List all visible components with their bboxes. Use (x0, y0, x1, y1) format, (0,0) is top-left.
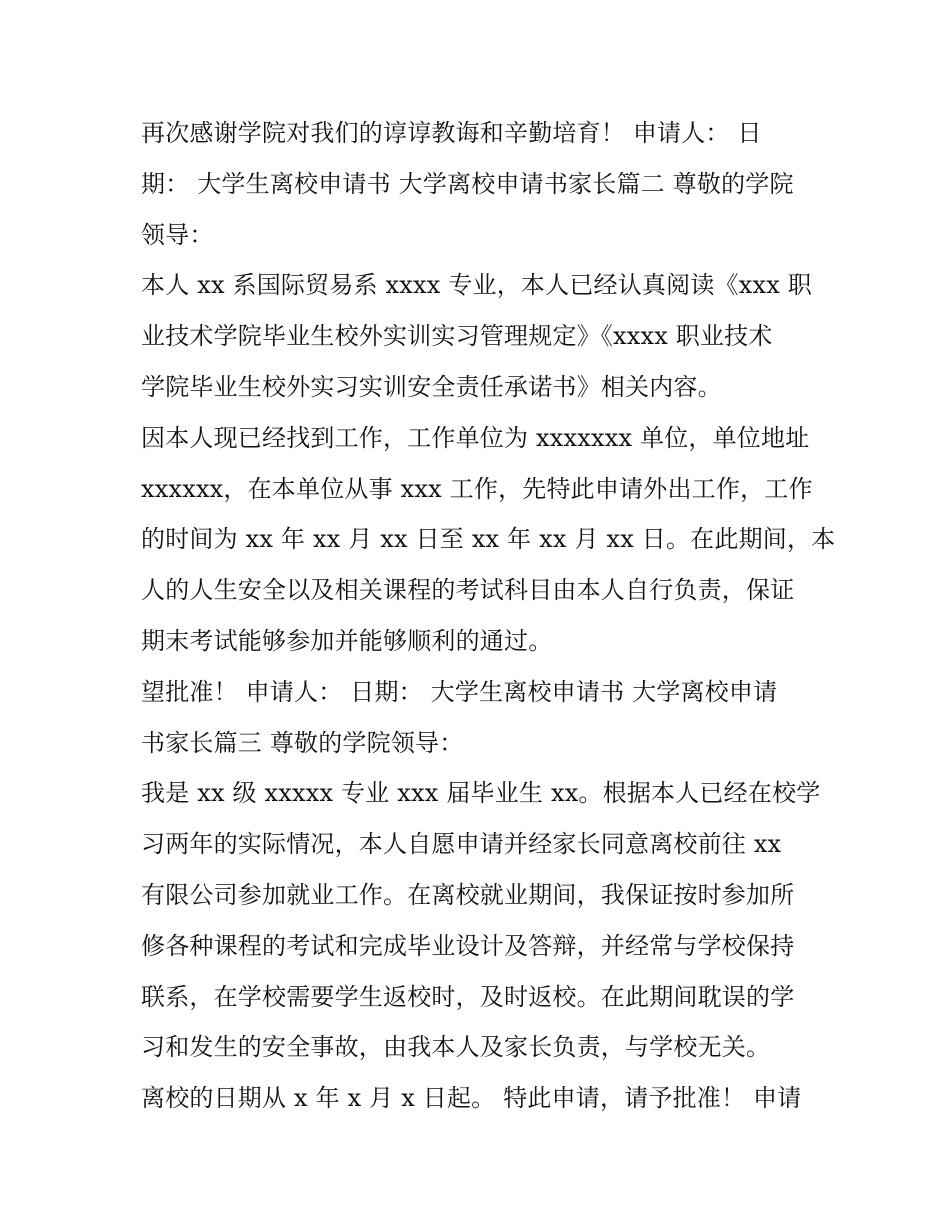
text-line: 离校的日期从 x 年 x 月 x 日起。 特此申请，请予批准！ 申请 (141, 1084, 802, 1113)
text-line: 业技术学院毕业生校外实训实习管理规定》《xxxx 职业技术 (141, 322, 773, 351)
text-line: 习和发生的安全事故，由我本人及家长负责，与学校无关。 (141, 1033, 771, 1062)
text-line: 再次感谢学院对我们的谆谆教诲和辛勤培育！ 申请人： 日 (141, 119, 762, 147)
text-line: 学院毕业生校外实习实训安全责任承诺书》相关内容。 (141, 372, 722, 401)
text-line: 期： 大学生离校申请书 大学离校申请书家长篇二 尊敬的学院 (141, 169, 794, 198)
text-line: 本人 xx 系国际贸易系 xxxx 专业，本人已经认真阅读《xxx 职 (141, 271, 812, 300)
text-line: 联系，在学校需要学生返校时，及时返校。在此期间耽误的学 (141, 982, 795, 1011)
text-line: 领导： (141, 220, 214, 249)
text-line: 书家长篇三 尊敬的学院领导： (141, 728, 464, 757)
text-line: 人的人生安全以及相关课程的考试科目由本人自行负责，保证 (141, 576, 795, 605)
text-line: 我是 xx 级 xxxxx 专业 xxx 届毕业生 xx。根据本人已经在校学 (141, 779, 821, 808)
text-line: 习两年的实际情况，本人自愿申请并经家长同意离校前往 xx (141, 830, 782, 859)
document-body (141, 108, 836, 1124)
text-line: 望批准！ 申请人： 日期： 大学生离校申请书 大学离校申请 (141, 677, 778, 706)
text-line: 期末考试能够参加并能够顺利的通过。 (141, 626, 553, 655)
text-line: 因本人现已经找到工作，工作单位为 xxxxxxx 单位，单位地址 (141, 423, 810, 452)
text-line: 有限公司参加就业工作。在离校就业期间，我保证按时参加所 (141, 880, 795, 909)
text-line: 的时间为 xx 年 xx 月 xx 日至 xx 年 xx 月 xx 日。在此期间，本 (141, 525, 836, 554)
text-line: xxxxxx，在本单位从事 xxx 工作，先特此申请外出工作，工作 (141, 474, 813, 503)
text-line: 修各种课程的考试和完成毕业设计及答辩，并经常与学校保持 (141, 931, 795, 960)
